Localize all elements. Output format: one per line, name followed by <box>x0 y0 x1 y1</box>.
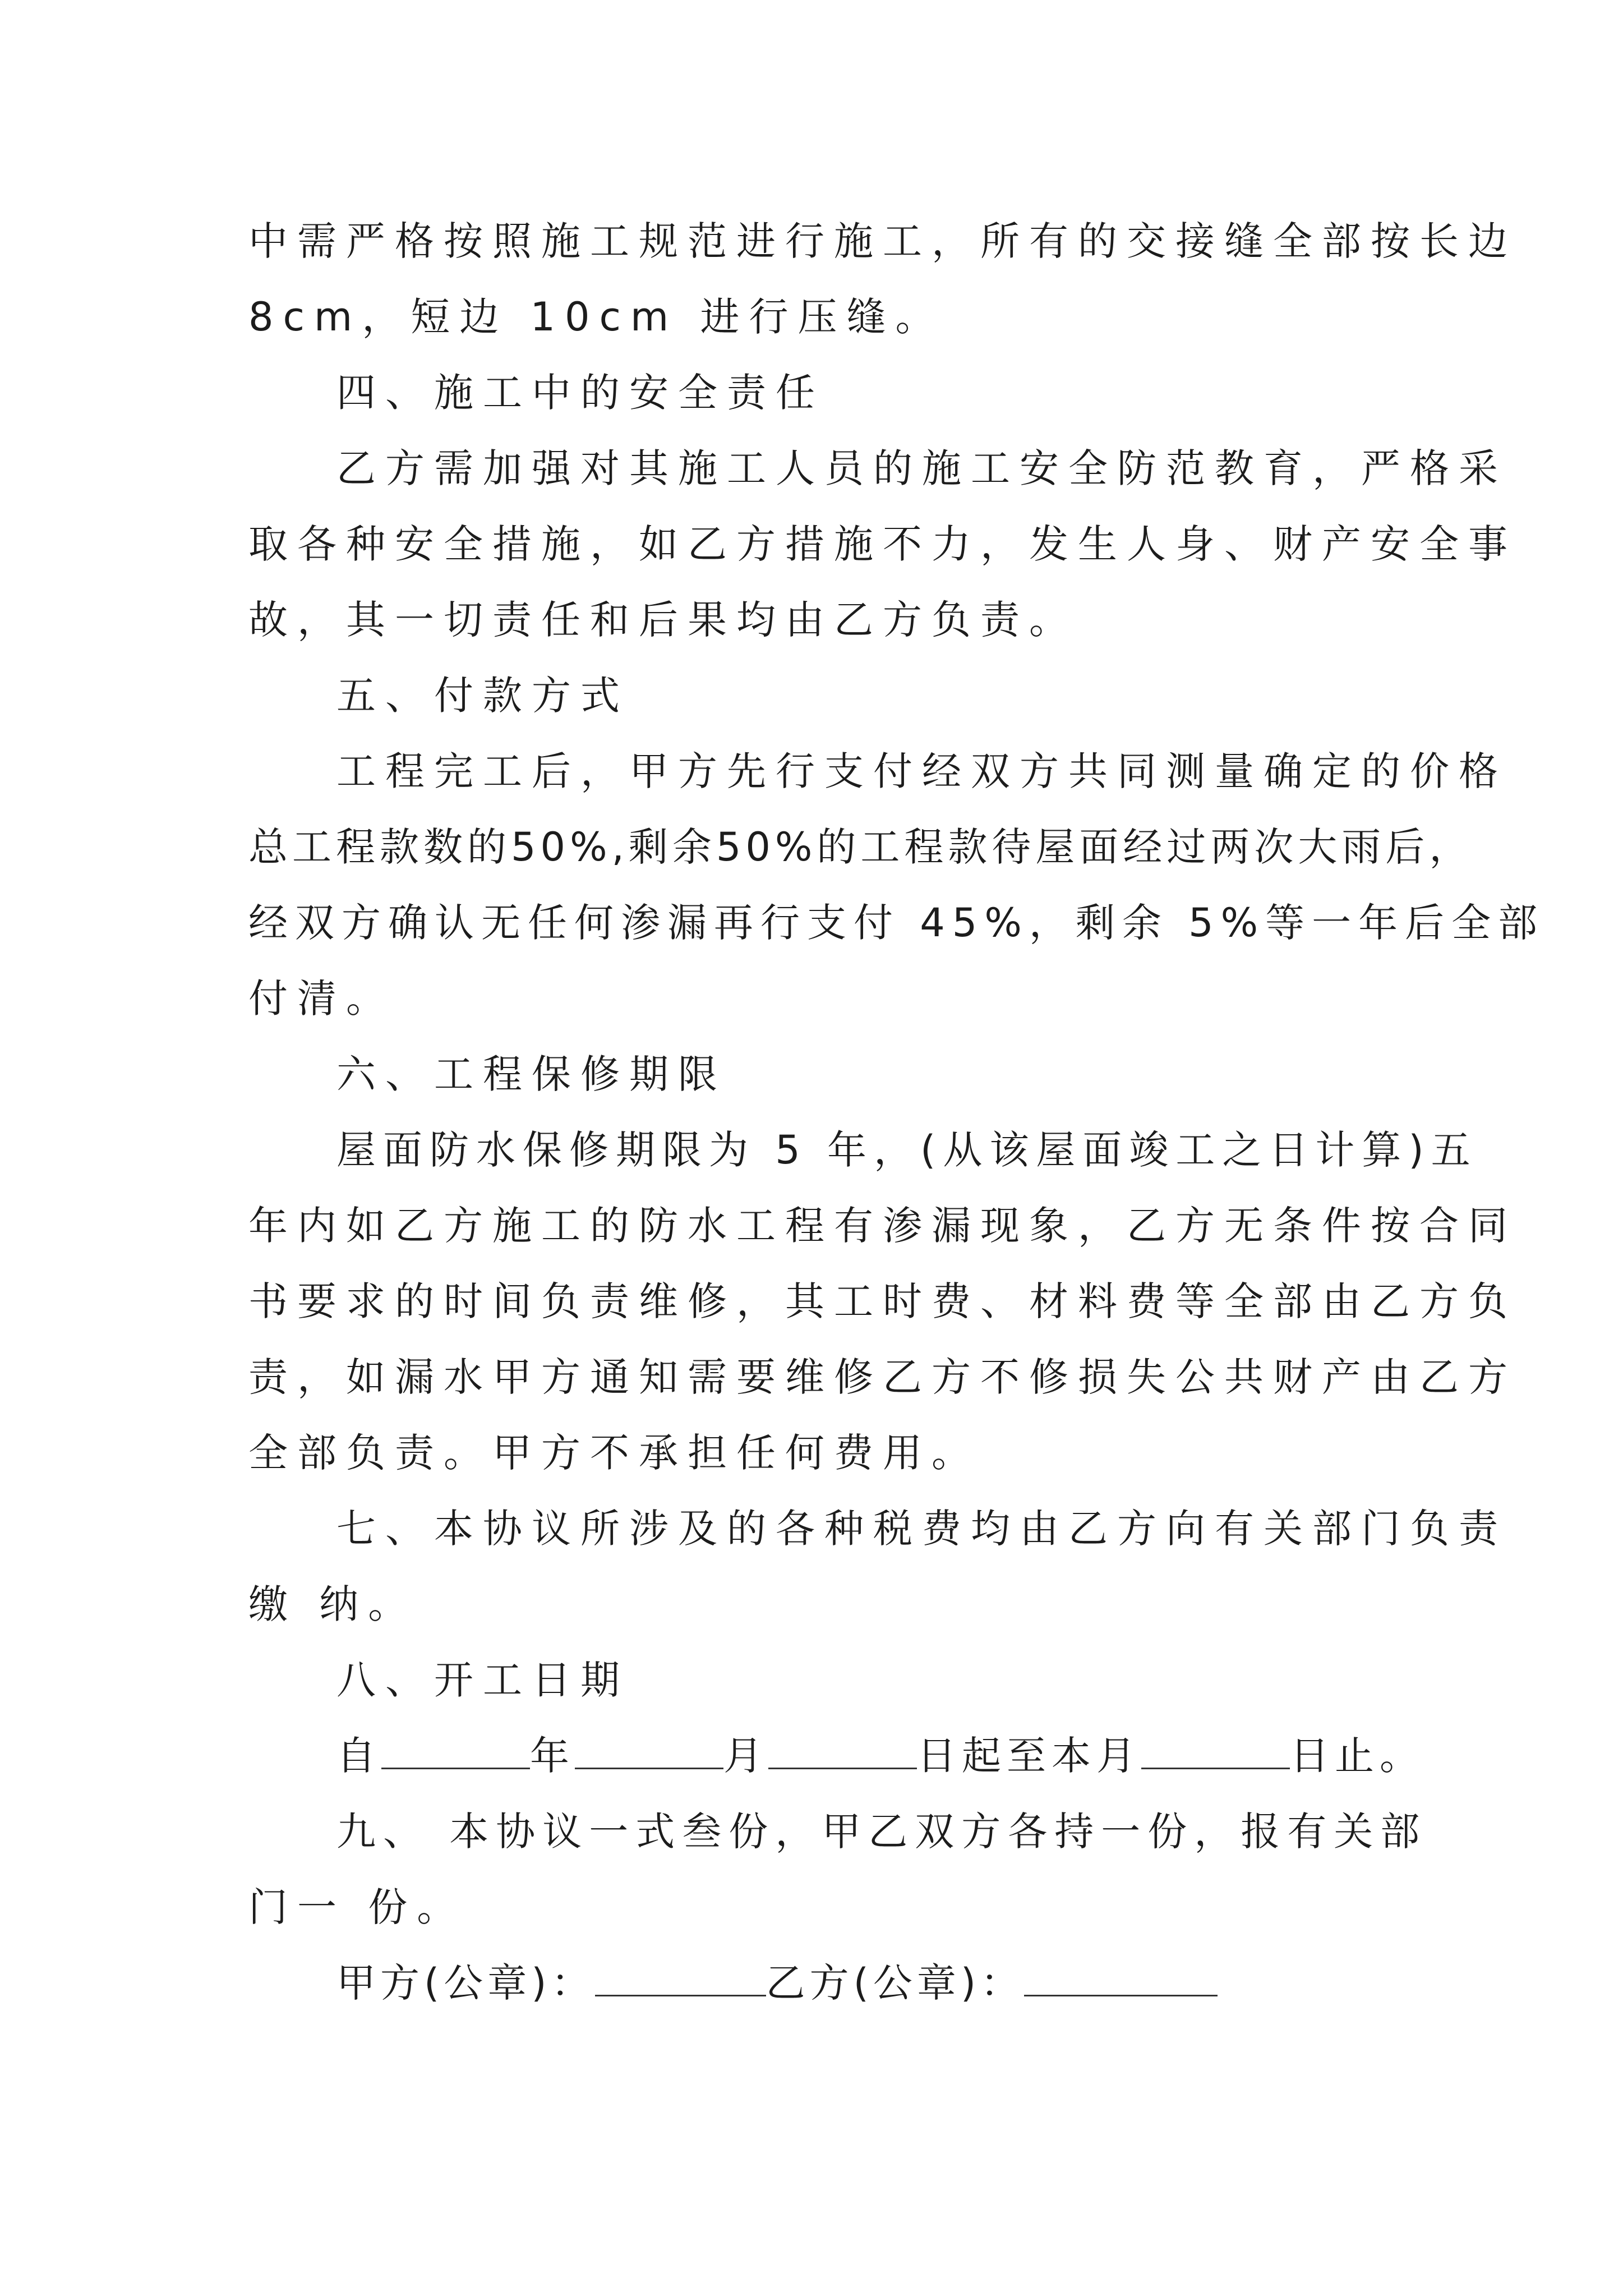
paragraph-line: 付清。 <box>248 976 395 1022</box>
month-blank <box>575 1732 723 1769</box>
end-day-blank <box>1141 1732 1290 1769</box>
paragraph-line: 经双方确认无任何渗漏再行支付 45%，剩余 5%等一年后全部 <box>248 900 1545 946</box>
year-label: 年 <box>530 1733 575 1779</box>
paragraph-line: 责，如漏水甲方通知需要维修乙方不修损失公共财产由乙方 <box>248 1354 1517 1400</box>
party-b-seal-label: 乙方(公章)： <box>766 1960 1025 2006</box>
paragraph-line: 取各种安全措施，如乙方措施不力，发生人身、财产安全事 <box>248 521 1517 567</box>
paragraph-line: 工程完工后，甲方先行支付经双方共同测量确定的价格 <box>336 748 1507 794</box>
party-b-seal-blank <box>1024 1959 1218 1996</box>
section-heading: 六、工程保修期限 <box>336 1051 727 1097</box>
section-heading: 五、付款方式 <box>336 673 629 719</box>
paragraph-line: 年内如乙方施工的防水工程有渗漏现象，乙方无条件按合同 <box>248 1203 1517 1249</box>
party-a-seal-label: 甲方(公章)： <box>336 1960 595 2006</box>
paragraph-line: 屋面防水保修期限为 5 年，(从该屋面竣工之日计算)五 <box>336 1127 1478 1173</box>
paragraph-line: 全部负责。甲方不承担任何费用。 <box>248 1430 980 1476</box>
paragraph-line: 九、 本协议一式叁份，甲乙双方各持一份，报有关部 <box>336 1809 1427 1855</box>
day-blank <box>768 1732 917 1769</box>
paragraph-line: 故，其一切责任和后果均由乙方负责。 <box>248 597 1078 643</box>
paragraph-line: 8cm，短边 10cm 进行压缝。 <box>248 294 944 340</box>
year-blank <box>381 1732 530 1769</box>
section-heading: 八、开工日期 <box>336 1657 629 1703</box>
signature-line <box>336 1958 1218 2008</box>
day-end-label: 日止。 <box>1290 1733 1424 1779</box>
start-date-line <box>336 1731 1424 1781</box>
date-prefix: 自 <box>336 1733 381 1779</box>
paragraph-line: 总工程款数的50%,剩余50%的工程款待屋面经过两次大雨后， <box>248 824 1473 870</box>
paragraph-line: 中需严格按照施工规范进行施工，所有的交接缝全部按长边 <box>248 218 1517 264</box>
party-a-seal-blank <box>595 1959 766 1996</box>
paragraph-line: 七、本协议所涉及的各种税费均由乙方向有关部门负责 <box>336 1506 1507 1552</box>
paragraph-line: 门一 份。 <box>248 1884 466 1930</box>
section-heading: 四、施工中的安全责任 <box>336 370 824 416</box>
paragraph-line: 书要求的时间负责维修，其工时费、材料费等全部由乙方负 <box>248 1278 1517 1324</box>
paragraph-line: 缴 纳。 <box>248 1581 417 1627</box>
paragraph-line: 乙方需加强对其施工人员的施工安全防范教育，严格采 <box>336 445 1507 491</box>
day-start-label: 日起至本月 <box>917 1733 1141 1779</box>
month-label: 月 <box>723 1733 768 1779</box>
